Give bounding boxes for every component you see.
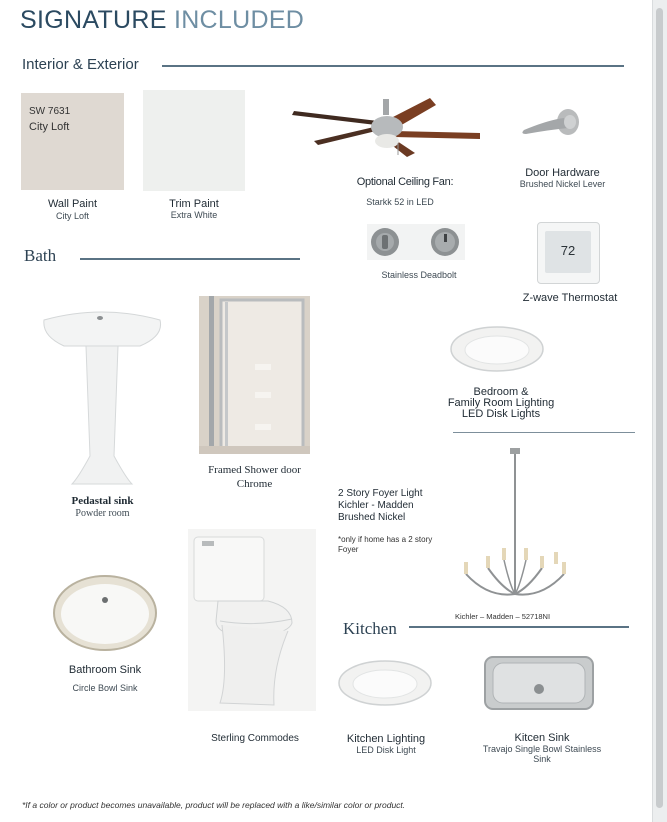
- commode-image: [188, 529, 316, 711]
- wall-paint-swatch: [21, 93, 124, 190]
- wall-paint-sub: City Loft: [55, 211, 89, 221]
- disk-lights-line3: LED Disk Lights: [461, 408, 541, 420]
- foyer-light-line1: 2 Story Foyer Light: [338, 488, 423, 499]
- door-hardware-sub: Brushed Nickel Lever: [519, 179, 606, 189]
- title-main: SIGNATURE: [20, 6, 167, 34]
- title-accent: INCLUDED: [173, 6, 305, 34]
- trim-paint-swatch: [143, 90, 245, 191]
- foyer-chandelier-image: [458, 448, 572, 608]
- swatch-code: SW 7631: [29, 106, 71, 117]
- vertical-scrollbar[interactable]: [652, 0, 667, 822]
- pedestal-sink-image: [40, 306, 165, 488]
- section-divider: [409, 626, 629, 628]
- section-bath: Bath: [24, 246, 57, 265]
- kitchen-lighting-sub: LED Disk Light: [356, 745, 416, 755]
- kitchen-sink-sub1: Travajo Single Bowl Stainless: [482, 744, 602, 754]
- pedestal-sink-sub: Powder room: [75, 508, 130, 519]
- swatch-name: City Loft: [29, 121, 70, 133]
- disk-light-image: [449, 324, 545, 374]
- foyer-light-model: Kichler – Madden – 52718NI: [455, 612, 551, 621]
- kitchen-sink-label: Kitcen Sink: [514, 732, 570, 744]
- section-divider: [453, 432, 635, 433]
- foyer-light-note1: *only if home has a 2 story: [338, 535, 433, 544]
- door-hardware-label: Door Hardware: [525, 167, 600, 179]
- disk-lights-line2: Family Room Lighting: [447, 397, 555, 409]
- shower-door-image: [199, 296, 310, 454]
- ceiling-fan-sub: Starkk 52 in LED: [366, 197, 434, 207]
- deadbolt-label: Stainless Deadbolt: [381, 270, 457, 280]
- kitchen-lighting-label: Kitchen Lighting: [346, 733, 426, 745]
- kitchen-sink-sub2: Sink: [533, 754, 551, 764]
- trim-paint-label: Trim Paint: [169, 198, 219, 210]
- bathroom-sink-label: Bathroom Sink: [68, 664, 142, 676]
- wall-paint-label: Wall Paint: [47, 198, 98, 210]
- disk-lights-line1: Bedroom &: [473, 386, 529, 398]
- section-kitchen: Kitchen: [343, 619, 397, 638]
- shower-door-label: Framed Shower door: [208, 464, 301, 476]
- thermostat-display: 72: [560, 243, 576, 258]
- bathroom-sink-sub: Circle Bowl Sink: [72, 683, 138, 693]
- section-divider: [162, 65, 624, 67]
- kitchen-disk-light-image: [337, 658, 433, 708]
- footnote: *If a color or product becomes unavailable, product will be replaced with a like/similar color or product.: [22, 800, 406, 810]
- foyer-light-note2: Foyer: [338, 545, 359, 554]
- scrollbar-thumb[interactable]: [656, 8, 663, 808]
- foyer-light-line2: Kichler - Madden: [338, 500, 414, 511]
- thermostat-label: Z-wave Thermostat: [522, 292, 618, 304]
- kitchen-sink-image: [483, 655, 595, 711]
- trim-paint-sub: Extra White: [170, 210, 218, 220]
- shower-door-sub: Chrome: [236, 478, 273, 490]
- section-interior-exterior: Interior & Exterior: [22, 56, 139, 73]
- pedestal-sink-label: Pedastal sink: [71, 495, 134, 507]
- bathroom-sink-image: [52, 574, 158, 652]
- thermostat-image: [537, 222, 600, 284]
- ceiling-fan-label: Optional Ceiling Fan:: [356, 176, 454, 188]
- deadbolt-image: [367, 224, 465, 260]
- section-divider: [80, 258, 300, 260]
- page-title: [20, 6, 304, 35]
- door-lever-image: [518, 108, 584, 138]
- ceiling-fan-image: [290, 95, 485, 160]
- commode-label: Sterling Commodes: [211, 733, 299, 744]
- foyer-light-line3: Brushed Nickel: [338, 512, 406, 523]
